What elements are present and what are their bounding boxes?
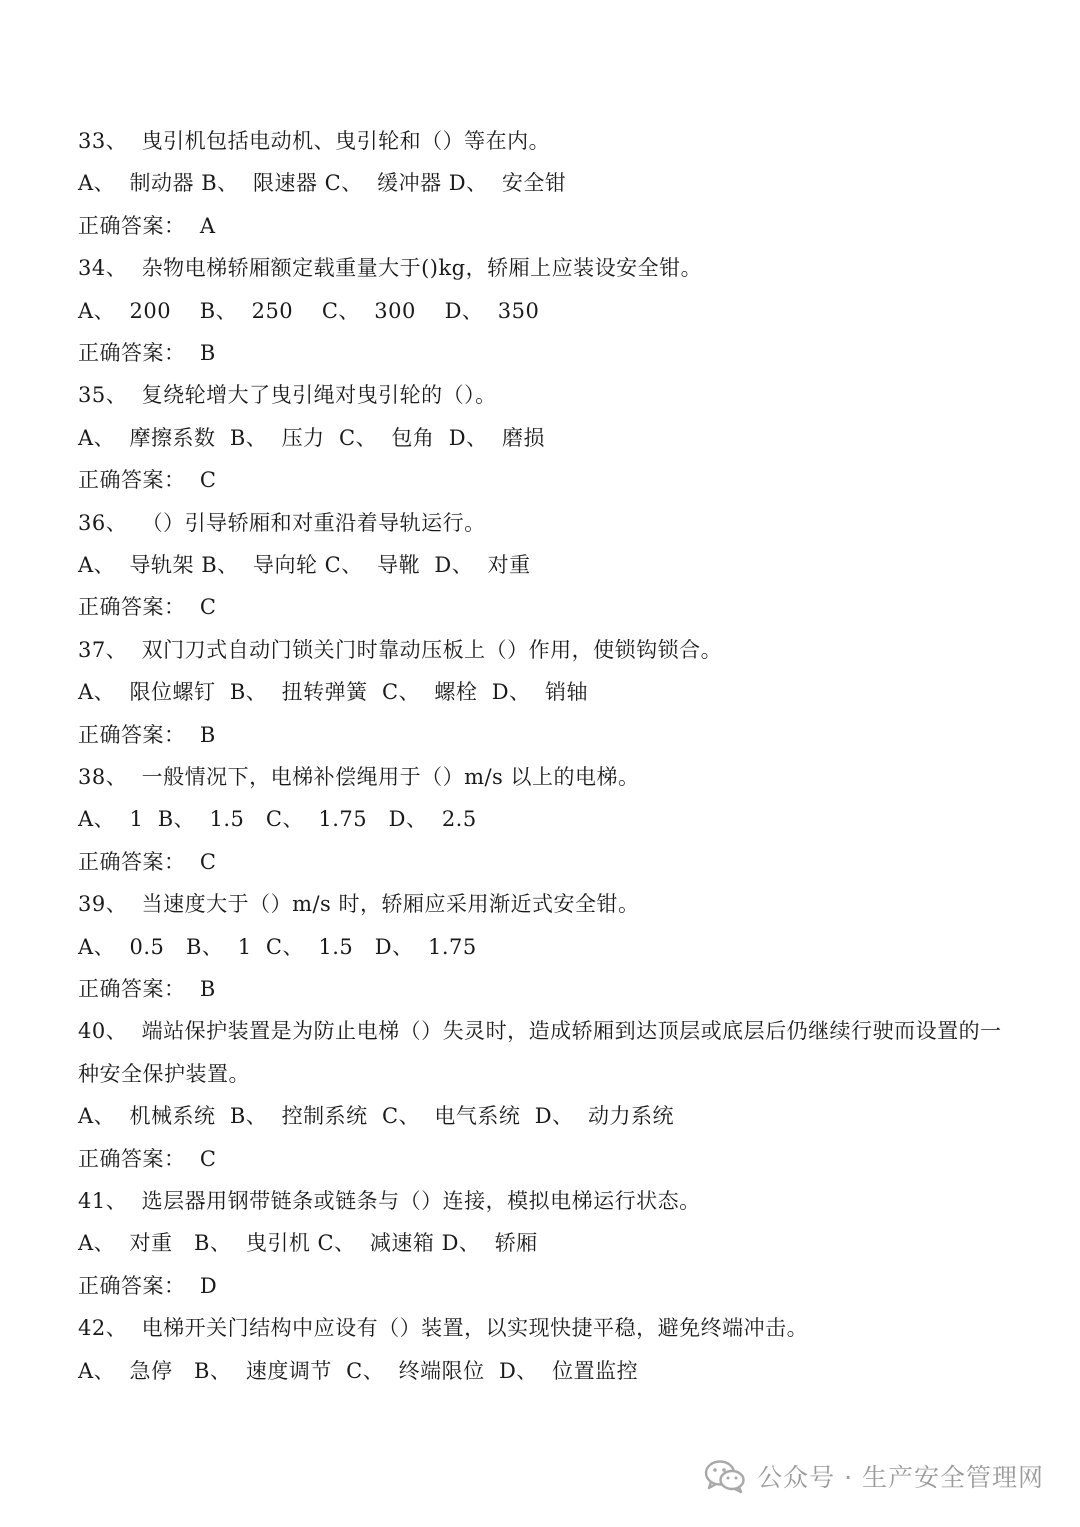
- question-40: 40、 端站保护装置是为防止电梯（）失灵时，造成轿厢到达顶层或底层后仍继续行驶而设置的一种安全保护装置。: [78, 1019, 1002, 1086]
- wechat-icon: [703, 1458, 747, 1494]
- options-34: A、 200 B、 250 C、 300 D、 350: [78, 298, 540, 323]
- options-41: A、 对重 B、 曳引机 C、 减速箱 D、 轿厢: [78, 1231, 538, 1256]
- question-37: 37、 双门刀式自动门锁关门时靠动压板上（）作用，使锁钩锁合。: [78, 637, 723, 662]
- watermark: [703, 1458, 1044, 1494]
- options-39: A、 0.5 B、 1 C、 1.5 D、 1.75: [78, 934, 477, 959]
- answer-39: 正确答案： B: [78, 976, 216, 1001]
- question-42: 42、 电梯开关门结构中应设有（）装置，以实现快捷平稳，避免终端冲击。: [78, 1316, 809, 1341]
- question-36: 36、 （）引导轿厢和对重沿着导轨运行。: [78, 510, 486, 535]
- options-36: A、 导轨架 B、 导向轮 C、 导靴 D、 对重: [78, 552, 531, 577]
- question-list: [78, 120, 1018, 1392]
- watermark-text: 公众号 · 生产安全管理网: [757, 1463, 1044, 1492]
- question-41: 41、 选层器用钢带链条或链条与（）连接，模拟电梯运行状态。: [78, 1188, 701, 1213]
- question-33: 33、 曳引机包括电动机、曳引轮和（）等在内。: [78, 129, 551, 153]
- answer-33: 正确答案： A: [78, 213, 216, 238]
- question-34: 34、 杂物电梯轿厢额定载重量大于()kg，轿厢上应装设安全钳。: [78, 256, 703, 281]
- options-42: A、 急停 B、 速度调节 C、 终端限位 D、 位置监控: [78, 1358, 639, 1383]
- options-40: A、 机械系统 B、 控制系统 C、 电气系统 D、 动力系统: [78, 1104, 674, 1129]
- options-35: A、 摩擦系数 B、 压力 C、 包角 D、 磨损: [78, 425, 545, 450]
- answer-34: 正确答案： B: [78, 340, 216, 365]
- options-33: A、 制动器 B、 限速器 C、 缓冲器 D、 安全钳: [78, 171, 567, 196]
- answer-41: 正确答案： D: [78, 1273, 218, 1298]
- answer-36: 正确答案： C: [78, 595, 217, 620]
- answer-38: 正确答案： C: [78, 849, 217, 874]
- answer-35: 正确答案： C: [78, 468, 217, 493]
- question-35: 35、 复绕轮增大了曳引绳对曳引轮的（）。: [78, 383, 497, 408]
- options-38: A、 1 B、 1.5 C、 1.75 D、 2.5: [78, 807, 477, 832]
- answer-40: 正确答案： C: [78, 1146, 217, 1171]
- options-37: A、 限位螺钉 B、 扭转弹簧 C、 螺栓 D、 销轴: [78, 680, 588, 705]
- answer-37: 正确答案： B: [78, 722, 216, 747]
- question-39: 39、 当速度大于（）m/s 时，轿厢应采用渐近式安全钳。: [78, 892, 640, 917]
- question-38: 38、 一般情况下，电梯补偿绳用于（）m/s 以上的电梯。: [78, 764, 640, 789]
